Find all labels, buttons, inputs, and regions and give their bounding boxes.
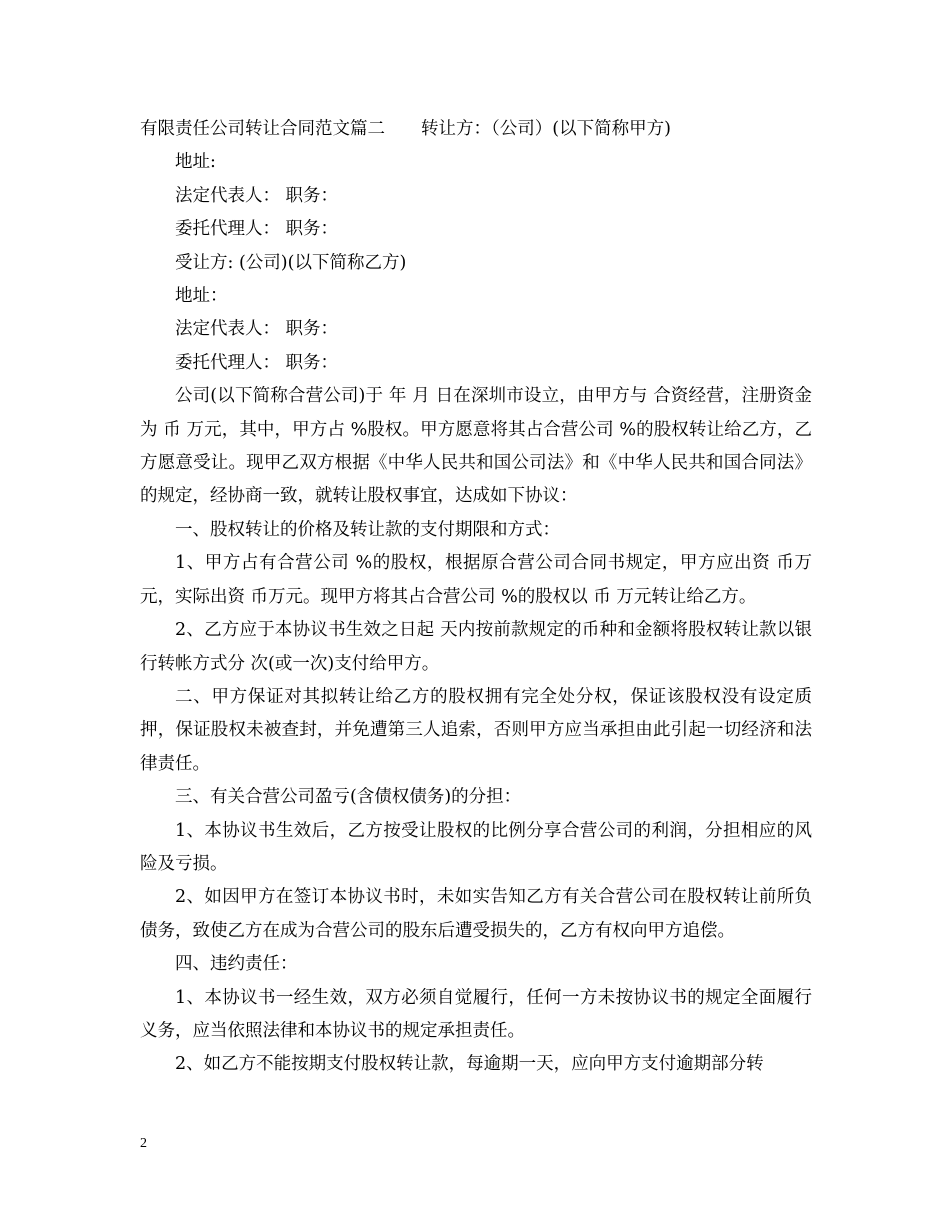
paragraph: 地址： — [175, 286, 228, 307]
paragraph: 二、甲方保证对其拟转让给乙方的股权拥有完全处分权，保证该股权没有设定质押，保证股权未被查封，并免遭第三人追索，否则甲方应当承担由此引起一切经济和法律责任。 — [140, 686, 812, 774]
document-title: 有限责任公司转让合同范文篇二 — [140, 119, 385, 139]
paragraph: 法定代表人： 职务： — [175, 185, 339, 206]
paragraph: 委托代理人： 职务： — [175, 219, 339, 240]
section-heading: 四、违约责任： — [175, 954, 298, 975]
paragraph: 2、如因甲方在签订本协议书时，未如实告知乙方有关合营公司在股权转让前所负债务，致使乙方在成为合营公司的股东后遭受损失的，乙方有权向甲方追偿。 — [140, 887, 812, 941]
document-body — [140, 113, 812, 1082]
paragraph: 1、本协议书生效后，乙方按受让股权的比例分享合营公司的利润，分担相应的风险及亏损。 — [140, 820, 812, 874]
paragraph: 受让方: (公司)(以下简称乙方) — [175, 252, 407, 273]
paragraph: 2、如乙方不能按期支付股权转让款，每逾期一天，应向甲方支付逾期部分转 — [175, 1054, 764, 1075]
paragraph: 公司(以下简称合营公司)于 年 月 日在深圳市设立，由甲方与 合资经营，注册资金为 币 万元，其中，甲方占 %股权。甲方愿意将其占合营公司 %的股权转让给乙方，乙方愿意受让。现甲乙双方根据《中华人民共和国公司法》和《中华人民共和国合同法》的规定，经协商一致，就转让股权事宜，达成如下协议： — [140, 386, 812, 507]
title-line — [140, 113, 812, 146]
page-number: 2 — [140, 1136, 147, 1151]
transferor-line: 转让方：（公司）(以下简称甲方) — [421, 119, 671, 139]
paragraph: 1、本协议书一经生效，双方必须自觉履行，任何一方未按协议书的规定全面履行义务，应当依照法律和本协议书的规定承担责任。 — [140, 987, 812, 1041]
paragraph: 法定代表人： 职务： — [175, 319, 339, 340]
section-heading: 一、股权转让的价格及转让款的支付期限和方式： — [175, 519, 560, 540]
paragraph: 地址: — [175, 152, 216, 173]
paragraph: 委托代理人： 职务： — [175, 352, 339, 373]
paragraph: 1、甲方占有合营公司 %的股权，根据原合营公司合同书规定，甲方应出资 币万元，实际出资 币万元。现甲方将其占合营公司 %的股权以 币 万元转让给乙方。 — [140, 553, 812, 607]
paragraph: 2、乙方应于本协议书生效之日起 天内按前款规定的币种和金额将股权转让款以银行转帐方式分 次(或一次)支付给甲方。 — [140, 620, 812, 674]
section-heading: 三、有关合营公司盈亏(含债权债务)的分担： — [175, 787, 522, 808]
